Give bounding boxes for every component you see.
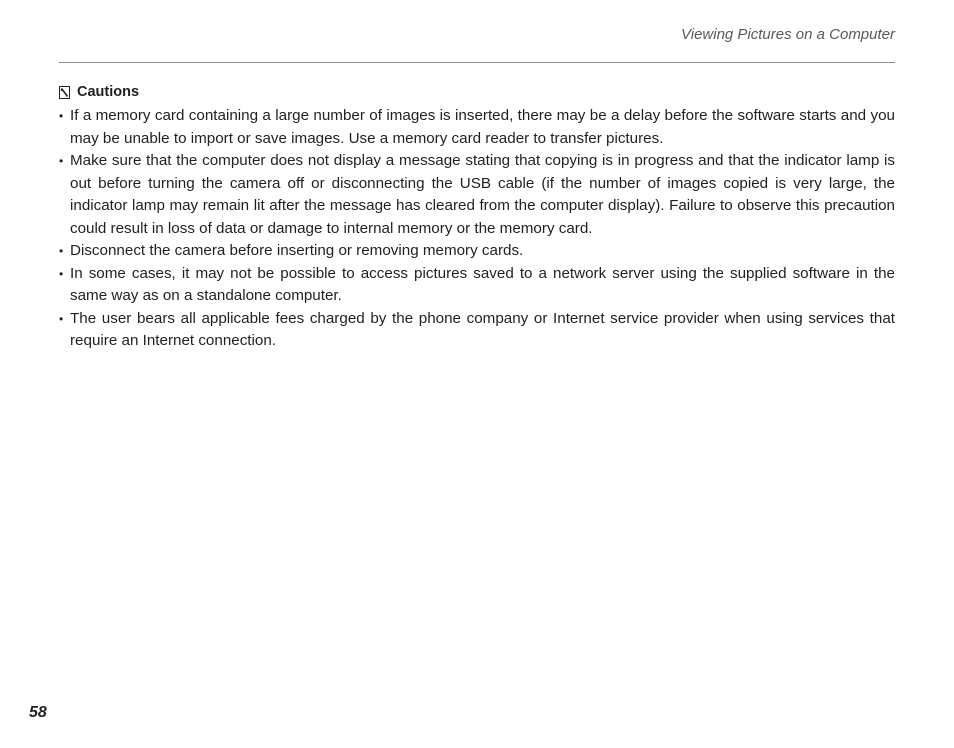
bullet-icon: •	[59, 244, 64, 258]
header-divider	[59, 62, 895, 63]
cautions-section	[59, 82, 895, 353]
bullet-icon: •	[59, 109, 64, 123]
page-number: 58	[29, 704, 47, 721]
running-header-title: Viewing Pictures on a Computer	[681, 26, 895, 43]
list-item	[59, 240, 895, 263]
list-item	[59, 105, 895, 150]
list-item-text: In some cases, it may not be possible to access pictures saved to a network server using the supplied software in the same way as on a standalone computer.	[70, 264, 895, 304]
cautions-heading-label: Cautions	[77, 84, 140, 100]
cautions-list	[59, 105, 895, 353]
list-item	[59, 263, 895, 308]
cautions-heading	[59, 82, 895, 102]
bullet-icon: •	[59, 311, 64, 326]
list-item-text: If a memory card containing a large number of images is inserted, there may be a delay before the software starts and you may be unable to import or save images. Use a memory card reader to transfer pictures.	[70, 107, 895, 147]
list-item-text: Make sure that the computer does not display a message stating that copying is in progress and that the indicator lamp is out before turning the camera off or disconnecting the USB cable (if the number of images copied is very large, the indicator lamp may remain lit after the message has cleared from the computer display). Failure to observe this precaution could result in loss of data or damage to internal memory or the memory card.	[70, 152, 895, 237]
bullet-icon: •	[59, 154, 64, 168]
list-item	[59, 150, 895, 240]
bullet-icon: •	[59, 266, 64, 281]
list-item-text: Disconnect the camera before inserting or removing memory cards.	[70, 242, 524, 259]
list-item-text: The user bears all applicable fees charged by the phone company or Internet service provider when using services that require an Internet connection.	[70, 309, 895, 349]
caution-icon	[59, 86, 70, 99]
list-item	[59, 308, 895, 353]
